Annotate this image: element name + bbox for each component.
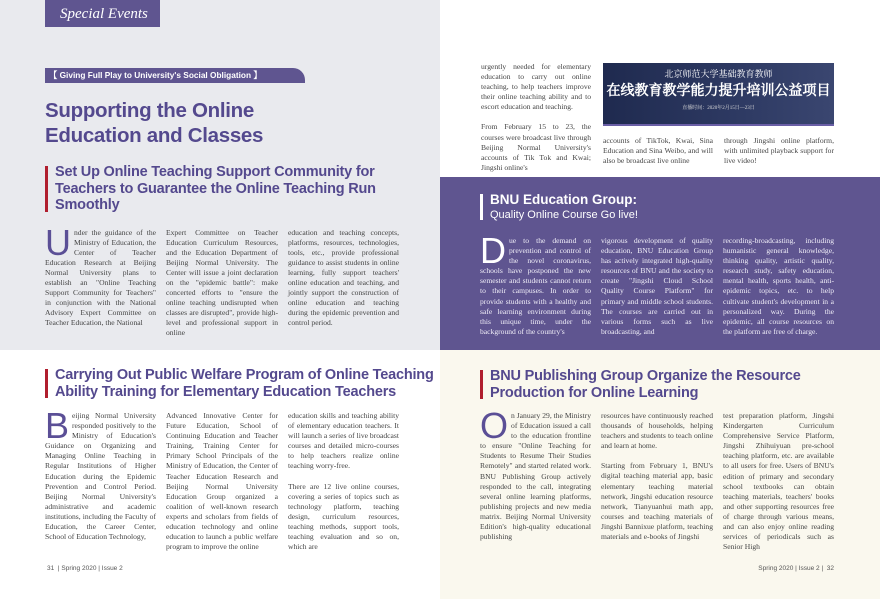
section-heading: BNU Education Group: Quality Online Course Go live! <box>480 192 836 222</box>
article-columns <box>480 405 836 552</box>
footer-right: Spring 2020 | Issue 2 | 32 <box>758 565 834 572</box>
article-columns <box>45 405 401 552</box>
article-columns <box>480 230 836 337</box>
article-column: through Jingshi online platform, with unlimited playback support for live video! <box>724 136 834 166</box>
page-number: 32 <box>826 565 834 572</box>
article-column: Advanced Innovative Center for Future Education, School of Continuing Education and Teacher Training, Training Center for Primary School Principals of the Ministry of Education, the Center of Teacher Education Research and Beijing Normal University Education Group organized a coalition of well-known research experts and scholars from fields of education technology and online education to launch a public welfare program to improve the online <box>166 411 278 552</box>
article-column: On January 29, the Ministry of Education issued a call to the education frontline to ensure "Online Teaching for Students to Resume Their Studies Remotely" and started related work. BNU Publishing Group actively responded to the call, integrating several online learning platforms, publishing projects and new media matrix. Beijing Normal University Edition's high-quality educational publishing <box>480 405 591 542</box>
article-column: Under the guidance of the Ministry of Education, the Center of Teacher Education Research at Beijing Normal University plans to establish an "Online Teaching Support Community for Teachers" in conjunction with the National Advisory Expert Committee on Teacher Education, the National <box>45 221 156 328</box>
accent-bar <box>480 370 483 399</box>
section-heading: BNU Publishing Group Organize the Resource Production for Online Learning <box>480 368 860 401</box>
drop-cap: D <box>480 230 506 271</box>
article-column: education skills and teaching ability of elementary education teachers. It will launch a series of live broadcast courses and detailed micro-courses to help teachers realize online teaching worry-free. There are 12 live online courses, covering a series of topics such as technology platform, teaching design, curriculum resources, teaching methods, support tools, teaching evaluation and so on, which are <box>288 411 399 552</box>
article-column: urgently needed for elementary education to carry out online teaching, to help teachers improve their online teaching ability and to escort education and teaching. From February 15 to 23, the courses were broadcast live through Beijing Normal University's accounts of Tik Tok and Kwai; Jingshi online's <box>481 62 591 172</box>
education-group-article <box>480 192 836 337</box>
footer-left: 31 | Spring 2020 | Issue 2 <box>47 565 123 572</box>
section-heading: Carrying Out Public Welfare Program of Online Teaching Ability Training for Elementary Education Teachers <box>45 367 440 400</box>
lead-article <box>45 68 401 339</box>
accent-bar <box>45 166 48 212</box>
drop-cap: U <box>45 221 71 263</box>
accent-bar <box>45 369 48 398</box>
event-banner-image: 北京师范大学基础教育教师 在线教育教学能力提升培训公益项目 直播时间：2020年2月15日—23日 <box>603 63 834 126</box>
article-column: Expert Committee on Teacher Education Curriculum Resources, and the Education Department of Beijing Normal University. The Center will issue a joint declaration on the "epidemic battle": make concerted efforts to "ensure the online teaching undisrupted when classes are disrupted", provide high-level and professional support in online <box>166 227 278 338</box>
article-column: resources have continuously reached thousands of households, helping teachers and students to teach online and learn at home. Starting from February 1, BNU's digital teaching material app, basic elementary teaching material network, Jingshi education resource network, Tianyuanhui math app, courses and teaching materials of Jingshi Bannixue platform, teaching materials and e-books of Jingshi <box>601 411 713 542</box>
article-column: accounts of TikTok, Kwai, Sina Education and Sina Weibo, and will also be broadcast live online <box>603 136 713 166</box>
section-label: Special Events <box>45 0 160 27</box>
drop-cap: B <box>45 405 70 446</box>
section-heading: Set Up Online Teaching Support Community for Teachers to Guarantee the Online Teaching Run Smoothly <box>45 164 405 214</box>
training-article <box>45 367 434 552</box>
publishing-article <box>480 368 836 552</box>
article-columns <box>45 221 401 339</box>
accent-bar <box>480 194 483 220</box>
article-column: education and teaching concepts, platforms, resources, technologies, tools, etc., provide professional guidance to assist students in online learning, fully support teachers' online education and teaching, and jointly support the construction of online education and teaching during the epidemic prevention and control period. <box>288 227 399 328</box>
article-column: recording-broadcasting, including humanistic general knowledge, thinking quality, artistic quality, research study, safety education, mental health, sports health, anti-epidemic topics, etc. to help cultivate student's development in a personalized way. During the epidemic, all course resources on the platform are free of charge. <box>723 236 834 336</box>
page-number: 31 <box>47 565 55 572</box>
drop-cap: O <box>480 405 509 446</box>
article-column: test preparation platform, Jingshi Kindergarten Curriculum Comprehensive Service Platform, Jingshi Zhihuiyuan pre-school teaching platform, etc. are available to all users for free. Users of BNU's edition of primary and secondary school textbooks can obtain teaching materials, teachers' books and other supporting resources free of charge through various means, and can also enjoy online reading services of periodicals such as Senior High <box>723 411 834 552</box>
page-title: Supporting the Online Education and Classes <box>45 99 264 147</box>
article-column: Beijing Normal University responded positively to the Ministry of Education's Guidance on Organizing and Managing Online Teaching in Regular Institutions of Higher Education during the Epidemic Prevention and Control Period. Beijing Normal University's administrative and academic institutions, including the Faculty of Education, the Career Center, School of Education Technology, <box>45 405 156 542</box>
section-tag: 【 Giving Full Play to University's Social Obligation 】 <box>45 68 305 83</box>
article-column: vigorous development of quality education, BNU Education Group has actively integrated high-quality resources of BNU and the society to create "Jingshi Cloud School Quality Course Platform" for primary and middle school students. The courses are carried out in various forms such as live broadcasting, and <box>601 236 713 336</box>
article-column: Due to the demand on prevention and control of the novel coronavirus, schools have postponed the new semester and students cannot return to their campuses. In order to provide students with a healthy and safe learning environment during this unique time, under the background of the country's <box>480 230 591 336</box>
